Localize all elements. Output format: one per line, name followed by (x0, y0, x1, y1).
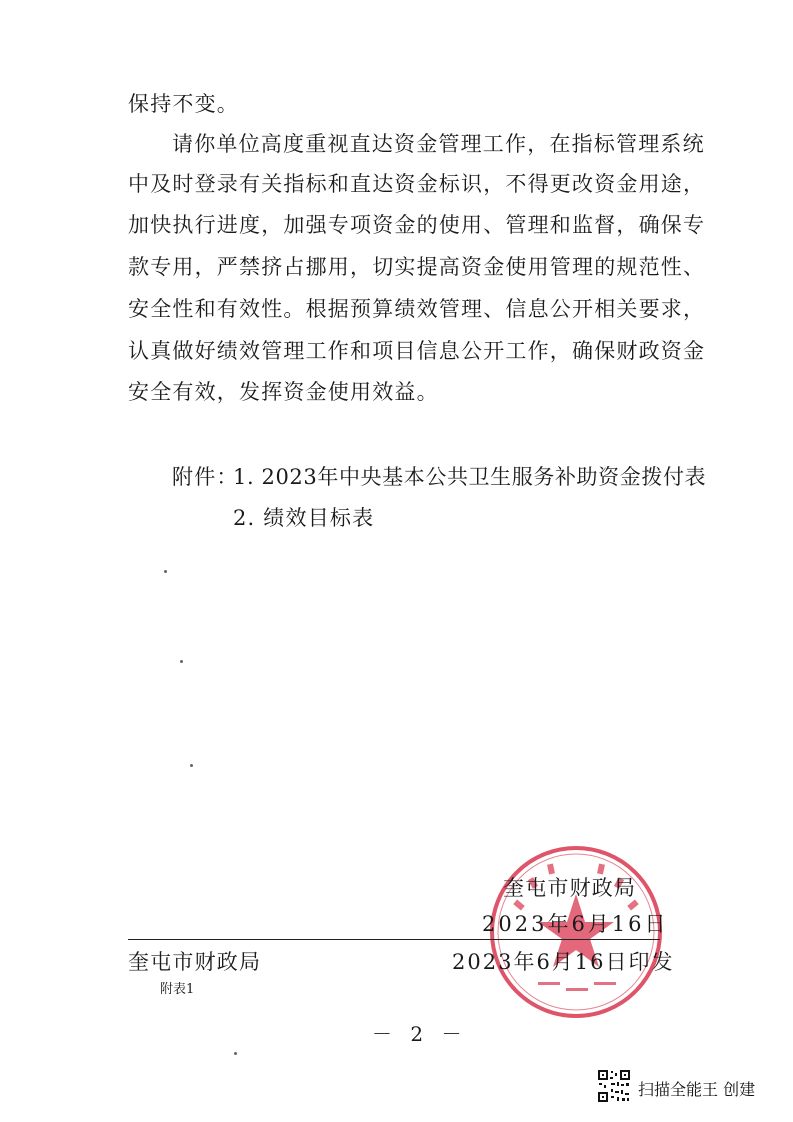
body-line-6: 安全性和有效性。根据预算绩效管理、信息公开相关要求， (128, 297, 706, 321)
signature-org: 奎屯市财政局 (503, 876, 637, 900)
footer-org: 奎屯市财政局 (128, 950, 262, 974)
body-line-5: 款专用，严禁挤占挪用，切实提高资金使用管理的规范性、 (128, 255, 706, 279)
scan-speck (164, 570, 167, 573)
body-line-4: 加快执行进度，加强专项资金的使用、管理和监督，确保专 (128, 213, 706, 237)
attachments-label: 附件： (172, 465, 239, 489)
qr-code-icon (597, 1069, 631, 1103)
body-line-2: 请你单位高度重视直达资金管理工作，在指标管理系统 (172, 132, 705, 156)
body-line-3: 中及时登录有关指标和直达资金标识，不得更改资金用途， (128, 172, 706, 196)
footer-rule (128, 939, 660, 940)
signature-date: 2023年6月16日 (482, 912, 669, 936)
appendix-label: 附表1 (160, 982, 195, 997)
body-line-7: 认真做好绩效管理工作和项目信息公开工作，确保财政资金 (128, 339, 706, 363)
scan-speck (190, 764, 193, 767)
body-line-8: 安全有效，发挥资金使用效益。 (128, 380, 439, 404)
page-number: － 2 － (372, 1022, 468, 1046)
attachment-item-2: 2. 绩效目标表 (233, 506, 375, 530)
scan-speck (180, 660, 183, 663)
body-line-1: 保持不变。 (128, 92, 239, 116)
attachment-item-1: 1. 2023年中央基本公共卫生服务补助资金拨付表 (233, 465, 707, 489)
footer-issue-date: 2023年6月16日印发 (452, 950, 675, 974)
scan-speck (234, 1052, 237, 1055)
scanner-watermark-text: 扫描全能王 创建 (638, 1080, 756, 1099)
